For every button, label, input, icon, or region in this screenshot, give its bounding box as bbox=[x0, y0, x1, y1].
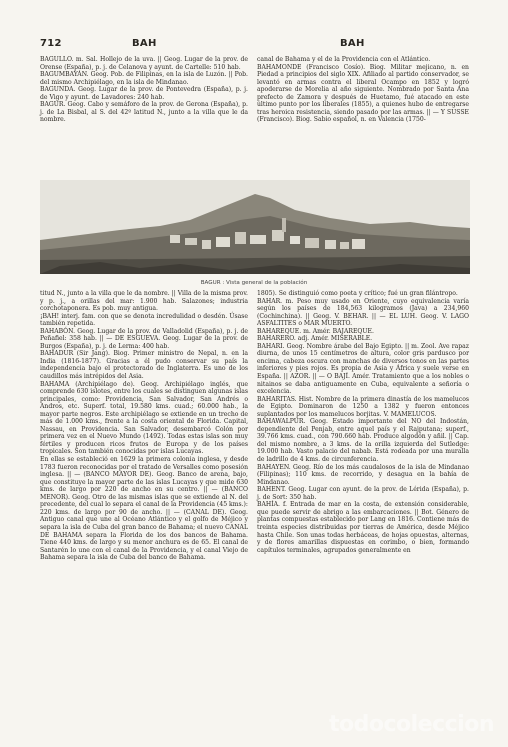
entry-bagumbayan: BAGUMBAYÁN. Geog. Pob. de Filipinas, en la isla de Luzón. || Pob. del mismo Archipiélago, en la isla de Mindanao. bbox=[40, 71, 248, 86]
entry-bahamonde: BAHAMONDE (Francisco Cosío). Biog. Militar mejicano, n. en Piedad a principios del siglo XIX. Afiliado al partido conservador, se levantó en armas contra el liberal Ocampo en 1852 y logró apoderarse de Morelia al año siguiente. Nombrado por Santa Ana prefecto de Zamora y después de Huetamo, fué atacado en este último punto por los liberales (1855), a quienes hubo de entregarse tras heroica resistencia, siendo pasado por las armas. || — Y SUSSE (Francisco). Biog. Sabio español, n. en Valencia (1750- bbox=[257, 63, 469, 124]
page-number: 712 bbox=[40, 38, 62, 49]
entry-bagunda: BAGUNDA. Geog. Lugar de la prov. de Pontevedra (España), p. j. de Vigo y ayunt. de Lavadores: 240 hab. bbox=[40, 86, 248, 101]
entry-bahadur: BAHADUR (Sir Jang). Biog. Primer ministro de Nepal, n. en la India (1816-1877). Gracias a él pudo conservar su país la independencia bajo el protectorado de Inglaterra. Es uno de los caudillos más intrépidos del Asia. bbox=[40, 350, 248, 381]
entry-bahamonde-cont: 1805). Se distinguió como poeta y crítico; fué un gran filántropo. bbox=[257, 290, 458, 297]
entry-bagur: BAGUR. Geog. Cabo y semáforo de la prov. de Gerona (España), p. j. de La Bisbal, al S. del 42º latitud N., junto a la villa que le da nombre. bbox=[40, 101, 248, 124]
entry-bah: ¡BAH! interj. fam. con que se denota incredulidad o desdén. Úsase también repetida. bbox=[40, 312, 248, 328]
entry-baharque: BAHAREQUE. m. Amér. BAJAREQUE. bbox=[257, 327, 374, 335]
entry-bahawalpur: BAHAWALPUR. Geog. Estado importante del NO del Indostán, dependiente del Penjab, entre aquel país y el Rajputana; superf., 39.766 kms. cuad., con 790.660 hab. Produce algodón y añil. || Cap. del mismo nombre, a 3 kms. de la orilla izquierda del Sutledge: 19.000 hab. Vasto palacio del nabab. Está rodeada por una muralla de ladrillo de 4 kms. de circunferencia. bbox=[257, 418, 469, 464]
entry-bagur-cont: titud N., junto a la villa que le da nombre. || Villa de la misma prov. y p. j., a orillas del mar: 1.900 hab. Salazones; industria corchotaponera. Es pob. muy antigua. bbox=[40, 290, 248, 313]
entry-bahar: BAHAR. m. Peso muy usado en Oriente, cuyo equivalencia varía según los países de 184,563 kilogramos (Java) a 234,960 (Cochinchina). || Geog. V. BEHAR. || — EL LUH. Geog. V. LAGO ASFALTITES o MAR MUERTO. bbox=[257, 297, 469, 328]
entry-bahama: BAHAMA (Archipiélago de). Geog. Archipiélago inglés, que comprende 630 islotes, entre los cuales se distinguen algunas islas principales, como: Providencia, San Salvador, San Andrés o Andros, etc. Superf. total, 19.580 kms. cuad.; 60.000 hab., la mayor parte negros. Este archipiélago se extiende en un trecho de más de 1.000 kms., frente a la costa oriental de Florida. Capital, Nassau, en Providencia. San Salvador, desembarcó Colón por primera vez en el Nuevo Mundo (1492). Todas estas islas son muy fértiles y producen ricos frutos de Europa y de los países tropicales. Son también conocidas por islas Lucayas. bbox=[40, 380, 248, 456]
column-top-left bbox=[40, 56, 248, 124]
entry-bagullo: BAGULLO. m. Sal. Hollejo de la uva. || Geog. Lugar de la prov. de Orense (España), p. j. de Celanova y ayunt. de Cartelle: 510 hab. bbox=[40, 56, 248, 71]
entry-bahabon: BAHABÓN. Geog. Lugar de la prov. de Valladolid (España), p. j. de Peñafiel: 358 hab. || — DE ESGUEVA. Geog. Lugar de la prov. de Burgos (España), p. j. de Lerma: 400 hab. bbox=[40, 327, 248, 350]
entry-bahent: BAHENT. Geog. Lugar con ayunt. de la prov. de Lérida (España), p. j. de Sort: 350 hab. bbox=[257, 486, 469, 501]
entry-bahari: BAHARI. Geog. Nombre árabe del Bajo Egipto. || m. Zool. Ave rapaz diurna, de unos 15 centímetros de altura, color gris pardusco por encima, cabeza oscura con manchas de diversos tonos en las partes inferiores y pies rojos. Es propia de Asia y África y suele verse en España. || AZOR. || — O BAJÍ. Amér. Tratamiento que a los nobles o nitainos se daba antiguamente en Cuba, equivalente a señoría o excelencia. bbox=[257, 342, 469, 396]
column-bottom-left bbox=[40, 290, 248, 562]
running-head-left: BAH bbox=[132, 38, 157, 49]
photo-caption: BAGUR : Vista general de la población bbox=[200, 280, 308, 286]
entry-baharero: BAHARERO. adj. Amér. MISERABLE. bbox=[257, 335, 373, 343]
entry-bahayen: BAHAYEN. Geog. Río de los más caudalosos de la isla de Mindanao (Filipinas); 110 kms. de recorrido, y desagua en la bahía de Mindanao. bbox=[257, 463, 469, 486]
entry-bahia: BAHÍA. f. Entrada de mar en la costa, de extensión considerable, que puede servir de abrigo a las embarcaciones. || Bot. Género de plantas compuestas establecido por Lang en 1816. Contiene más de treinta especies distribuidas por tierras de América, desde Méjico hasta Chile. Son unas todas herbáceas, de hojas opuestas, alternas, y de flores amarillas dispuestas en corimbo, o bien, formando capítulos terminales, agrupados generalmente en bbox=[257, 501, 469, 554]
entry-bahama-cont: canal de Bahama y el de la Providencia con el Atlántico. bbox=[257, 56, 431, 63]
column-bottom-right bbox=[257, 290, 469, 554]
entry-baharitas: BAHARITAS. Hist. Nombre de la primera dinastía de los mamelucos de Egipto. Dominaron de 1250 a 1382 y fueron entonces suplantados por los mamelucos borjitas. V. MAMELUCOS. bbox=[257, 395, 469, 418]
running-head-right: BAH bbox=[340, 38, 365, 49]
town-landscape-image bbox=[40, 180, 470, 274]
column-top-right bbox=[257, 56, 469, 124]
bagur-photograph bbox=[40, 180, 470, 274]
entry-bahama-cont-2: En ellas se estableció en 1629 la primera colonia inglesa, y desde 1783 fueron reconocidas por el tratado de Versalles como posesión inglesa. || — (BANCO MAYOR DE). Geog. Banco de arena, bajo, que constituye la mayor parte de las islas Lucayas y que mide 630 kms. de largo por 220 de ancho en su centro. || — (BANCO MENOR). Geog. Otro de las mismas islas que se extiende al N. del precedente, del cual lo separa el canal de la Providencia (45 kms.): 220 kms. de largo por 90 de ancho. || — (CANAL DE). Geog. Antiguo canal que une al Océano Atlántico y el golfo de Méjico y separa la isla de Cuba del gran banco de Bahama; el nuevo CANAL DE BAHAMA separa la Florida de los dos bancos de Bahama. Tiene 440 kms. de largo y su menor anchura es de 65. El canal de Santarén lo une con el canal de la Providencia, y el canal Viejo de Bahama separa la isla de Cuba del banco de Bahama. bbox=[40, 456, 248, 562]
watermark-logo: todocoleccion bbox=[328, 712, 494, 737]
